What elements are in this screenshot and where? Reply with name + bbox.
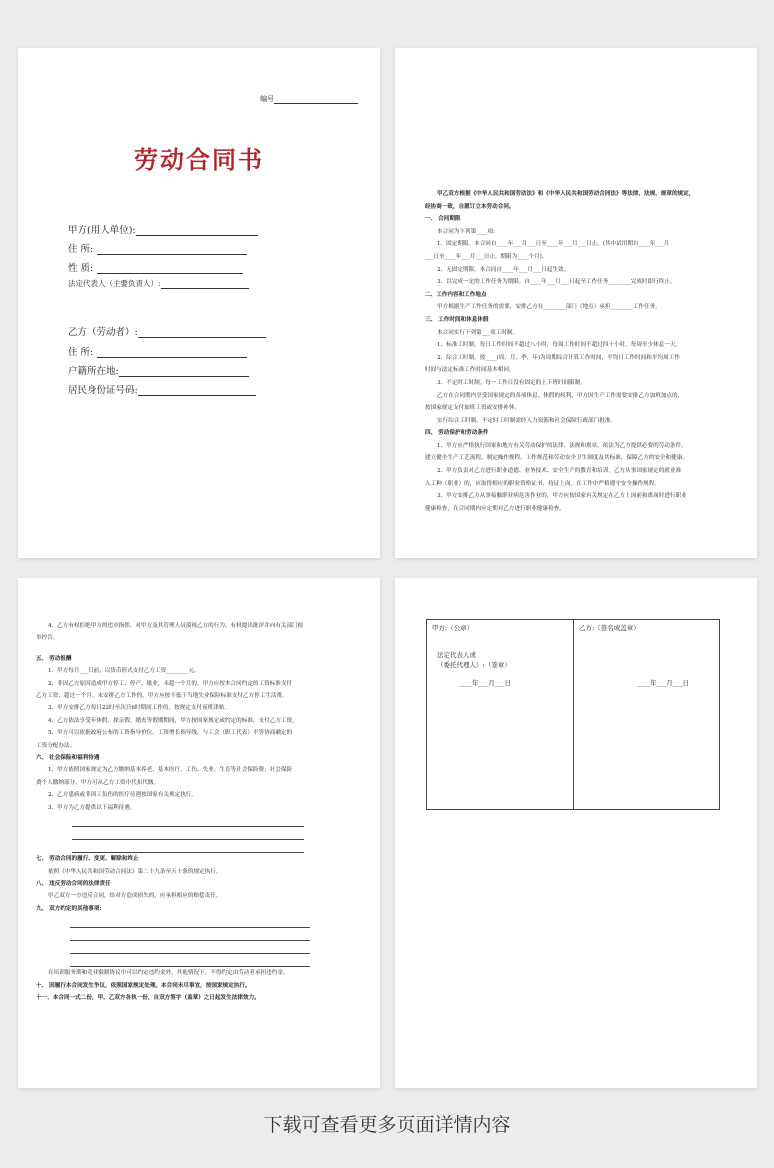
clause-text: 依照《中华人民共和国劳动合同法》第二十九条至五十条的规定执行。: [48, 868, 222, 875]
section-heading: 八、 违反劳动合同的法律责任: [36, 880, 111, 887]
clause-text: 健康检查，在合同期内应定期对乙方进行职业健康检查。: [425, 505, 565, 512]
clause-text: 乙方工资；超过一个月，未安排乙方工作的，甲方应按不低于当地失业保险标准支付乙方停工生活费。: [36, 693, 288, 700]
party-b-id-field: 居民身份证号码:: [68, 382, 256, 396]
section-heading: 十一、本合同一式二份，甲、乙双方各执一份，自双方签字（盖章）之日起发生法律效力。: [36, 994, 260, 1001]
clause-text: 4、乙方有权拒绝甲方的违章指挥，对甲方及其管理人员漠视乙方的行为，有权提出批评并向有关部门检: [48, 623, 304, 629]
blank-fill-line: [72, 814, 304, 827]
section-heading: 三、 工作时间和休息休假: [425, 316, 489, 323]
clause-text: 时间与法定标准工作时间基本相同。: [425, 367, 515, 374]
page-terms-2: [18, 578, 380, 1088]
clause-text: 入工种（职业）的，应取得相应的职业资格证书，持证上岗。在工作中严格遵守安全操作规程。: [425, 480, 660, 487]
clause-text: 按国家规定支付加班工资或安排补休。: [425, 405, 521, 412]
page-cover: [18, 48, 380, 558]
clause-text: 3、不定时工时制。每一工作日没有固定的上下班时间限制。: [437, 379, 586, 386]
party-a-name-field: 甲方(用人单位):: [68, 222, 258, 236]
terms-body-2: [36, 620, 356, 1004]
clause-text: 2、无固定期限。本合同自____年___月___日起生效。: [437, 266, 570, 273]
clause-text: 5、甲方可以依据政府公布的工资指导价位、工资增长指导线，与工会（职工代表）平等协商确定的: [48, 730, 293, 737]
party-a-address-field: 住 所:: [68, 241, 247, 255]
section-heading: 二、工作内容和工作地点: [425, 291, 487, 298]
clause-text: 本合同为下列第____项:: [437, 228, 495, 235]
serial-line: [274, 95, 358, 104]
clause-text: 1、标准工时制。每日工作时间不超过八小时，每周工作时间不超过四十小时，每周至少休息一天。: [437, 342, 682, 349]
section-heading: 甲乙双方根据《中华人民共和国劳动法》和《中华人民共和国劳动合同法》等法律、法规、规章的规定，: [437, 191, 695, 197]
party-a-seal-label: 甲方:（公章）: [432, 624, 474, 632]
clause-text: 2、综合工时制。按____(周、月、季、年)为周期综合计算工作时间，平均日工作时间和平均周工作: [437, 354, 680, 361]
clause-text: 3、甲方安排乙方从事接触职业病危害作业的，甲方应按国家有关规定在乙方上岗前和离岗时进行职业: [437, 493, 687, 500]
section-heading: 九、 双方约定的其他事项:: [36, 905, 102, 912]
clause-text: 在培训服务期和竞业限制协议中可以约定违约金外，其他情况下，不得约定由劳动者承担违约金。: [48, 970, 289, 977]
clause-text: 建立健全生产工艺流程，制定操作规程、工作规范和劳动安全卫生制度及其标准，保障乙方的安全和健康。: [425, 455, 688, 462]
clause-text: 乙方在合同期内享受国家规定的各项休息、休假的权利，甲方因生产工作需要安排乙方加班加点的，: [437, 392, 684, 399]
clause-text: 4、乙方依法享受年休假、探亲假、婚丧等假期期间，甲方按国家规定或约定的标准，支付乙方工资。: [48, 717, 298, 724]
party-b-name-field: 乙方（劳动者）:: [68, 324, 266, 338]
clause-text: 费个人缴纳部分，甲方可从乙方工资中代扣代缴。: [36, 779, 160, 786]
section-heading: 一、 合同期限: [425, 216, 461, 223]
signature-table: [426, 619, 720, 810]
clause-text: 1、固定期限。本合同自____年___月___日至____年___月___日止。(其中试用期自____年___月: [437, 241, 670, 248]
clause-text: 本合同实行下列第___项工时制。: [437, 329, 519, 336]
clause-text: ___日至____年___月___日止。期限为____个月)。: [425, 253, 548, 260]
spacer: [36, 645, 356, 653]
blank-fill-line: [70, 954, 310, 967]
clause-text: 3、以完成一定的工作任务为期限。自____年___月___日起至工作任务________完成时即行终止。: [437, 279, 676, 286]
clause-text: 1、甲方依照国家规定为乙方缴纳基本养老、基本医疗、工伤、失业、生育等社会保险费；社会保险: [48, 767, 293, 774]
clause-text: 2、甲方负责对乙方进行职业道德、业务技术、安全生产的教育和培训。乙方从事国家规定的就业准: [437, 468, 682, 475]
party-a-date: ____年___月___日: [459, 679, 511, 687]
serial-number-field: [260, 94, 358, 104]
page-terms-1: [395, 48, 757, 558]
party-b-household-field: 户籍所在地:: [68, 363, 249, 377]
page-signature: [395, 578, 757, 1088]
clause-text: 2、乙方患病或非因工负伤的医疗待遇按国家有关规定执行。: [48, 792, 197, 799]
clause-text: 2、非因乙方原因造成甲方停工、停产、歇业，未超一个月的，甲方应按本合同约定的工资标准支付: [48, 680, 293, 687]
clause-text: 3、甲方为乙方提供以下福利待遇。: [48, 804, 136, 811]
terms-body-1: [425, 188, 735, 515]
signature-divider: [573, 620, 574, 809]
section-heading: 七、 劳动合同的履行、变更、解除和终止: [36, 856, 139, 863]
party-b-date: ____年___月___日: [637, 679, 689, 687]
section-heading: 五、 劳动报酬: [36, 655, 72, 662]
clause-text: 甲方根据生产工作任务的需要，安排乙方在________部门（地点）承担________工作任务。: [437, 304, 661, 311]
document-title: 劳动合同书: [134, 145, 264, 174]
blank-fill-line: [70, 915, 310, 928]
serial-label: 编号: [260, 95, 274, 103]
download-more-link[interactable]: 下载可查看更多页面详情内容: [263, 1114, 511, 1136]
section-heading: 四、 劳动保护和劳动条件: [425, 430, 489, 437]
clause-text: 甲乙双方一方违反合同，给对方造成损失的，应承担相应的赔偿责任。: [48, 893, 222, 900]
blank-fill-line: [72, 827, 304, 840]
clause-text: 实行综合工时制、不定时工时制需经人力资源和社会保障行政部门批准。: [437, 417, 617, 424]
clause-text: 1、甲方每月___日前，以货币形式支付乙方工资________元。: [48, 668, 200, 675]
section-heading: 十、 因履行本合同发生争议，依照国家规定处理。本合同未尽事宜，按国家规定执行。: [36, 982, 251, 989]
section-heading: 六、 社会保险和福利待遇: [36, 755, 100, 762]
clause-text: 举控告。: [36, 635, 59, 642]
legal-rep-label: 法定代表人或: [437, 651, 476, 659]
party-a-type-field: 性 质:: [68, 260, 243, 274]
clause-text: 1、甲方应严格执行国家和地方有关劳动保护的法律、法规和规章，依法为乙方提供必要的劳动条件，: [437, 442, 687, 449]
party-b-address-field: 住 所:: [68, 344, 247, 358]
party-a-legal-rep-field: 法定代表人（主要负责人）:: [68, 278, 249, 289]
clause-text: 工资分配办法。: [36, 742, 76, 749]
blank-fill-line: [70, 941, 310, 954]
blank-fill-line: [72, 840, 304, 853]
agent-label: （委托代理人）:（签章）: [437, 661, 511, 669]
clause-text: 3、甲方安排乙方每日22时至次日6时期间工作的，按规定支付夜班津贴。: [48, 705, 231, 712]
party-b-seal-label: 乙方:（签名或盖章）: [579, 624, 640, 632]
section-heading: 经协商一致，自愿订立本劳动合同。: [425, 203, 515, 210]
blank-fill-line: [70, 928, 310, 941]
